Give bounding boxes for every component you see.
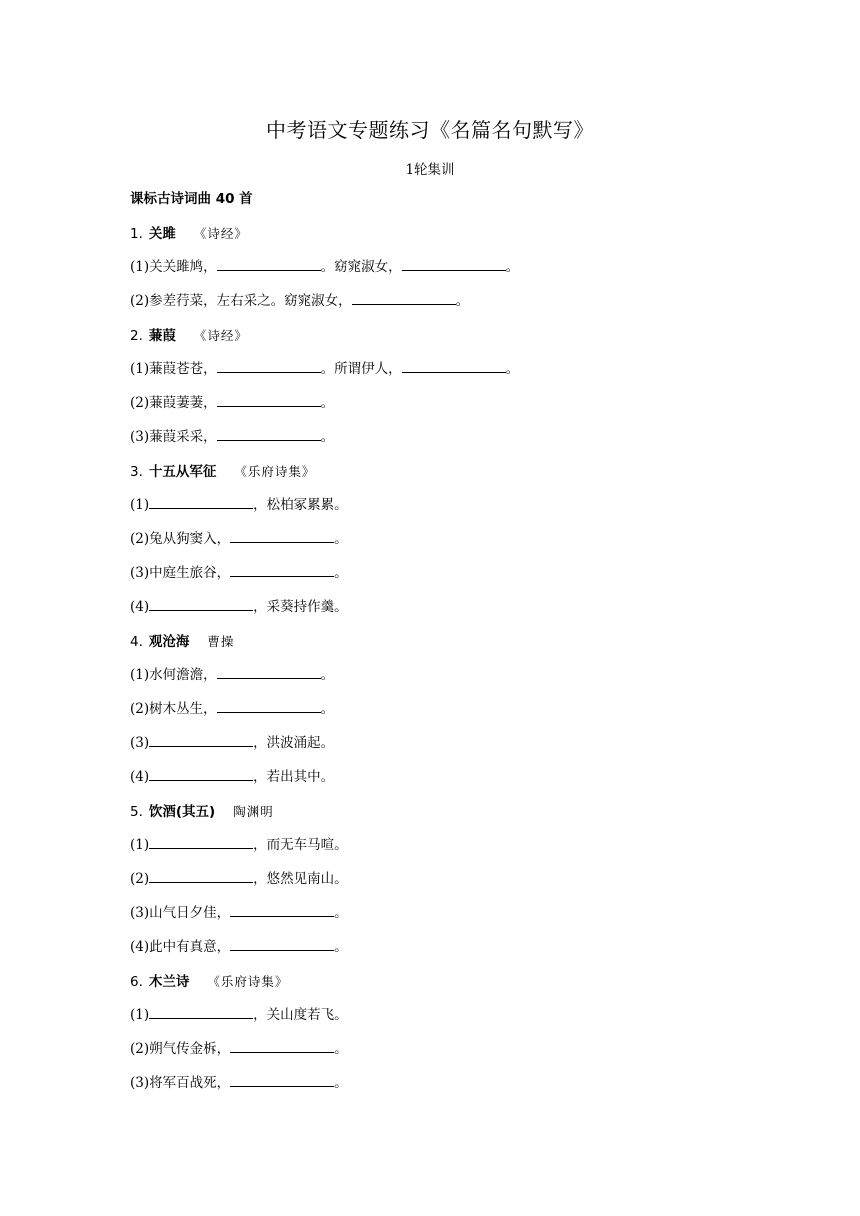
verse-text: ，洪波涌起。 bbox=[253, 735, 335, 751]
fill-in-blank[interactable] bbox=[149, 1006, 253, 1019]
poem-heading bbox=[130, 802, 750, 821]
fill-in-blank[interactable] bbox=[352, 292, 456, 305]
poem-title: 关雎 bbox=[148, 226, 176, 242]
question-line bbox=[130, 768, 750, 787]
verse-text: ，关山度若飞。 bbox=[253, 1007, 348, 1023]
poem-number: 6. bbox=[130, 974, 143, 990]
fill-in-blank[interactable] bbox=[217, 700, 321, 713]
poem-title: 饮酒(其五) bbox=[148, 804, 216, 820]
verse-text: 。 bbox=[334, 531, 348, 547]
fill-in-blank[interactable] bbox=[217, 666, 321, 679]
verse-text: 。所谓伊人， bbox=[320, 361, 402, 377]
verse-text: 树木丛生， bbox=[149, 701, 217, 717]
poem-number: 5. bbox=[130, 804, 143, 820]
poem-title: 十五从军征 bbox=[148, 464, 217, 480]
question-number: (3) bbox=[130, 565, 150, 581]
question-number: (1) bbox=[130, 497, 150, 513]
question-number: (1) bbox=[130, 837, 150, 853]
verse-text: 。 bbox=[320, 429, 335, 445]
question-number: (3) bbox=[130, 429, 150, 445]
verse-text: ，采葵持作羹。 bbox=[253, 599, 348, 615]
verse-text: 。 bbox=[505, 361, 520, 377]
poem-number: 3. bbox=[130, 464, 143, 480]
fill-in-blank[interactable] bbox=[230, 904, 334, 917]
question-line bbox=[130, 1040, 750, 1059]
verse-text: ，若出其中。 bbox=[253, 769, 335, 785]
fill-in-blank[interactable] bbox=[230, 530, 334, 543]
poem-heading bbox=[130, 632, 750, 651]
question-number: (4) bbox=[130, 939, 150, 955]
question-number: (1) bbox=[130, 259, 150, 275]
fill-in-blank[interactable] bbox=[402, 360, 506, 373]
fill-in-blank[interactable] bbox=[149, 496, 253, 509]
verse-text: 水何澹澹， bbox=[149, 667, 217, 683]
fill-in-blank[interactable] bbox=[230, 564, 334, 577]
question-line bbox=[130, 292, 750, 311]
question-line bbox=[130, 496, 750, 515]
poem-number: 2. bbox=[130, 328, 143, 344]
question-line bbox=[130, 564, 750, 583]
verse-text: 蒹葭苍苍， bbox=[149, 361, 217, 377]
verse-text: 。 bbox=[334, 1041, 348, 1057]
verse-text: 。 bbox=[320, 395, 335, 411]
verse-text: 。 bbox=[334, 939, 348, 955]
question-number: (1) bbox=[130, 1007, 150, 1023]
poem-number: 4. bbox=[130, 634, 143, 650]
question-line bbox=[130, 870, 750, 889]
question-number: (2) bbox=[130, 293, 150, 309]
question-line bbox=[130, 530, 750, 549]
poem-heading bbox=[130, 972, 750, 991]
question-number: (3) bbox=[130, 1075, 150, 1091]
question-line bbox=[130, 360, 750, 379]
fill-in-blank[interactable] bbox=[402, 258, 506, 271]
verse-text: 将军百战死， bbox=[149, 1075, 231, 1091]
question-number: (4) bbox=[130, 599, 150, 615]
document-title: 中考语文专题练习《名篇名句默写》 bbox=[266, 118, 594, 142]
fill-in-blank[interactable] bbox=[230, 938, 334, 951]
fill-in-blank[interactable] bbox=[230, 1040, 334, 1053]
question-line bbox=[130, 428, 750, 447]
verse-text: 。 bbox=[334, 1075, 348, 1091]
verse-text: 。 bbox=[455, 293, 470, 309]
poem-source: 《诗经》 bbox=[193, 226, 248, 241]
question-line bbox=[130, 734, 750, 753]
question-number: (4) bbox=[130, 769, 150, 785]
poem-title: 木兰诗 bbox=[148, 974, 190, 990]
verse-text: 兔从狗窦入， bbox=[149, 531, 231, 547]
question-line bbox=[130, 1074, 750, 1093]
fill-in-blank[interactable] bbox=[230, 1074, 334, 1087]
verse-text: 。窈窕淑女， bbox=[320, 259, 402, 275]
question-line bbox=[130, 258, 750, 277]
fill-in-blank[interactable] bbox=[149, 870, 253, 883]
fill-in-blank[interactable] bbox=[217, 258, 321, 271]
fill-in-blank[interactable] bbox=[217, 360, 321, 373]
verse-text: 关关雎鸠， bbox=[149, 259, 217, 275]
fill-in-blank[interactable] bbox=[149, 598, 253, 611]
question-number: (1) bbox=[130, 667, 150, 683]
poem-title: 观沧海 bbox=[148, 634, 190, 650]
verse-text: 朔气传金柝， bbox=[149, 1041, 231, 1057]
poem-title: 蒹葭 bbox=[148, 328, 176, 344]
fill-in-blank[interactable] bbox=[149, 734, 253, 747]
question-line bbox=[130, 666, 750, 685]
fill-in-blank[interactable] bbox=[149, 768, 253, 781]
verse-text: ，而无车马喧。 bbox=[253, 837, 348, 853]
verse-text: 参差荇菜，左右采之。窈窕淑女， bbox=[149, 293, 352, 309]
poem-number: 1. bbox=[130, 226, 143, 242]
question-line bbox=[130, 904, 750, 923]
document-body bbox=[130, 190, 750, 1108]
fill-in-blank[interactable] bbox=[149, 836, 253, 849]
section-heading: 课标古诗词曲 40 首 bbox=[130, 191, 253, 207]
question-line bbox=[130, 836, 750, 855]
question-number: (2) bbox=[130, 395, 150, 411]
poem-source: 《乐府诗集》 bbox=[207, 974, 289, 989]
verse-text: 蒹葭萋萋， bbox=[149, 395, 217, 411]
question-line bbox=[130, 394, 750, 413]
question-number: (3) bbox=[130, 905, 150, 921]
verse-text: 此中有真意， bbox=[149, 939, 231, 955]
question-number: (2) bbox=[130, 531, 150, 547]
question-line bbox=[130, 938, 750, 957]
poem-source: 陶渊明 bbox=[233, 804, 274, 819]
fill-in-blank[interactable] bbox=[217, 428, 321, 441]
poem-heading bbox=[130, 326, 750, 345]
question-line bbox=[130, 598, 750, 617]
verse-text: 。 bbox=[505, 259, 520, 275]
verse-text: 蒹葭采采， bbox=[149, 429, 217, 445]
poem-heading bbox=[130, 462, 750, 481]
question-number: (2) bbox=[130, 871, 150, 887]
fill-in-blank[interactable] bbox=[217, 394, 321, 407]
poem-heading bbox=[130, 224, 750, 243]
verse-text: 。 bbox=[334, 565, 348, 581]
question-line bbox=[130, 700, 750, 719]
poem-source: 曹操 bbox=[207, 634, 235, 649]
question-number: (2) bbox=[130, 1041, 150, 1057]
question-number: (2) bbox=[130, 701, 150, 717]
verse-text: 山气日夕佳， bbox=[149, 905, 231, 921]
poem-source: 《乐府诗集》 bbox=[234, 464, 316, 479]
verse-text: 中庭生旅谷， bbox=[149, 565, 231, 581]
verse-text: ，松柏冢累累。 bbox=[253, 497, 348, 513]
verse-text: 。 bbox=[334, 905, 348, 921]
document-subtitle: 1轮集训 bbox=[405, 162, 455, 178]
verse-text: 。 bbox=[320, 701, 335, 717]
verse-text: ，悠然见南山。 bbox=[253, 871, 348, 887]
poem-source: 《诗经》 bbox=[193, 328, 248, 343]
question-number: (1) bbox=[130, 361, 150, 377]
verse-text: 。 bbox=[320, 667, 335, 683]
question-line bbox=[130, 1006, 750, 1025]
question-number: (3) bbox=[130, 735, 150, 751]
